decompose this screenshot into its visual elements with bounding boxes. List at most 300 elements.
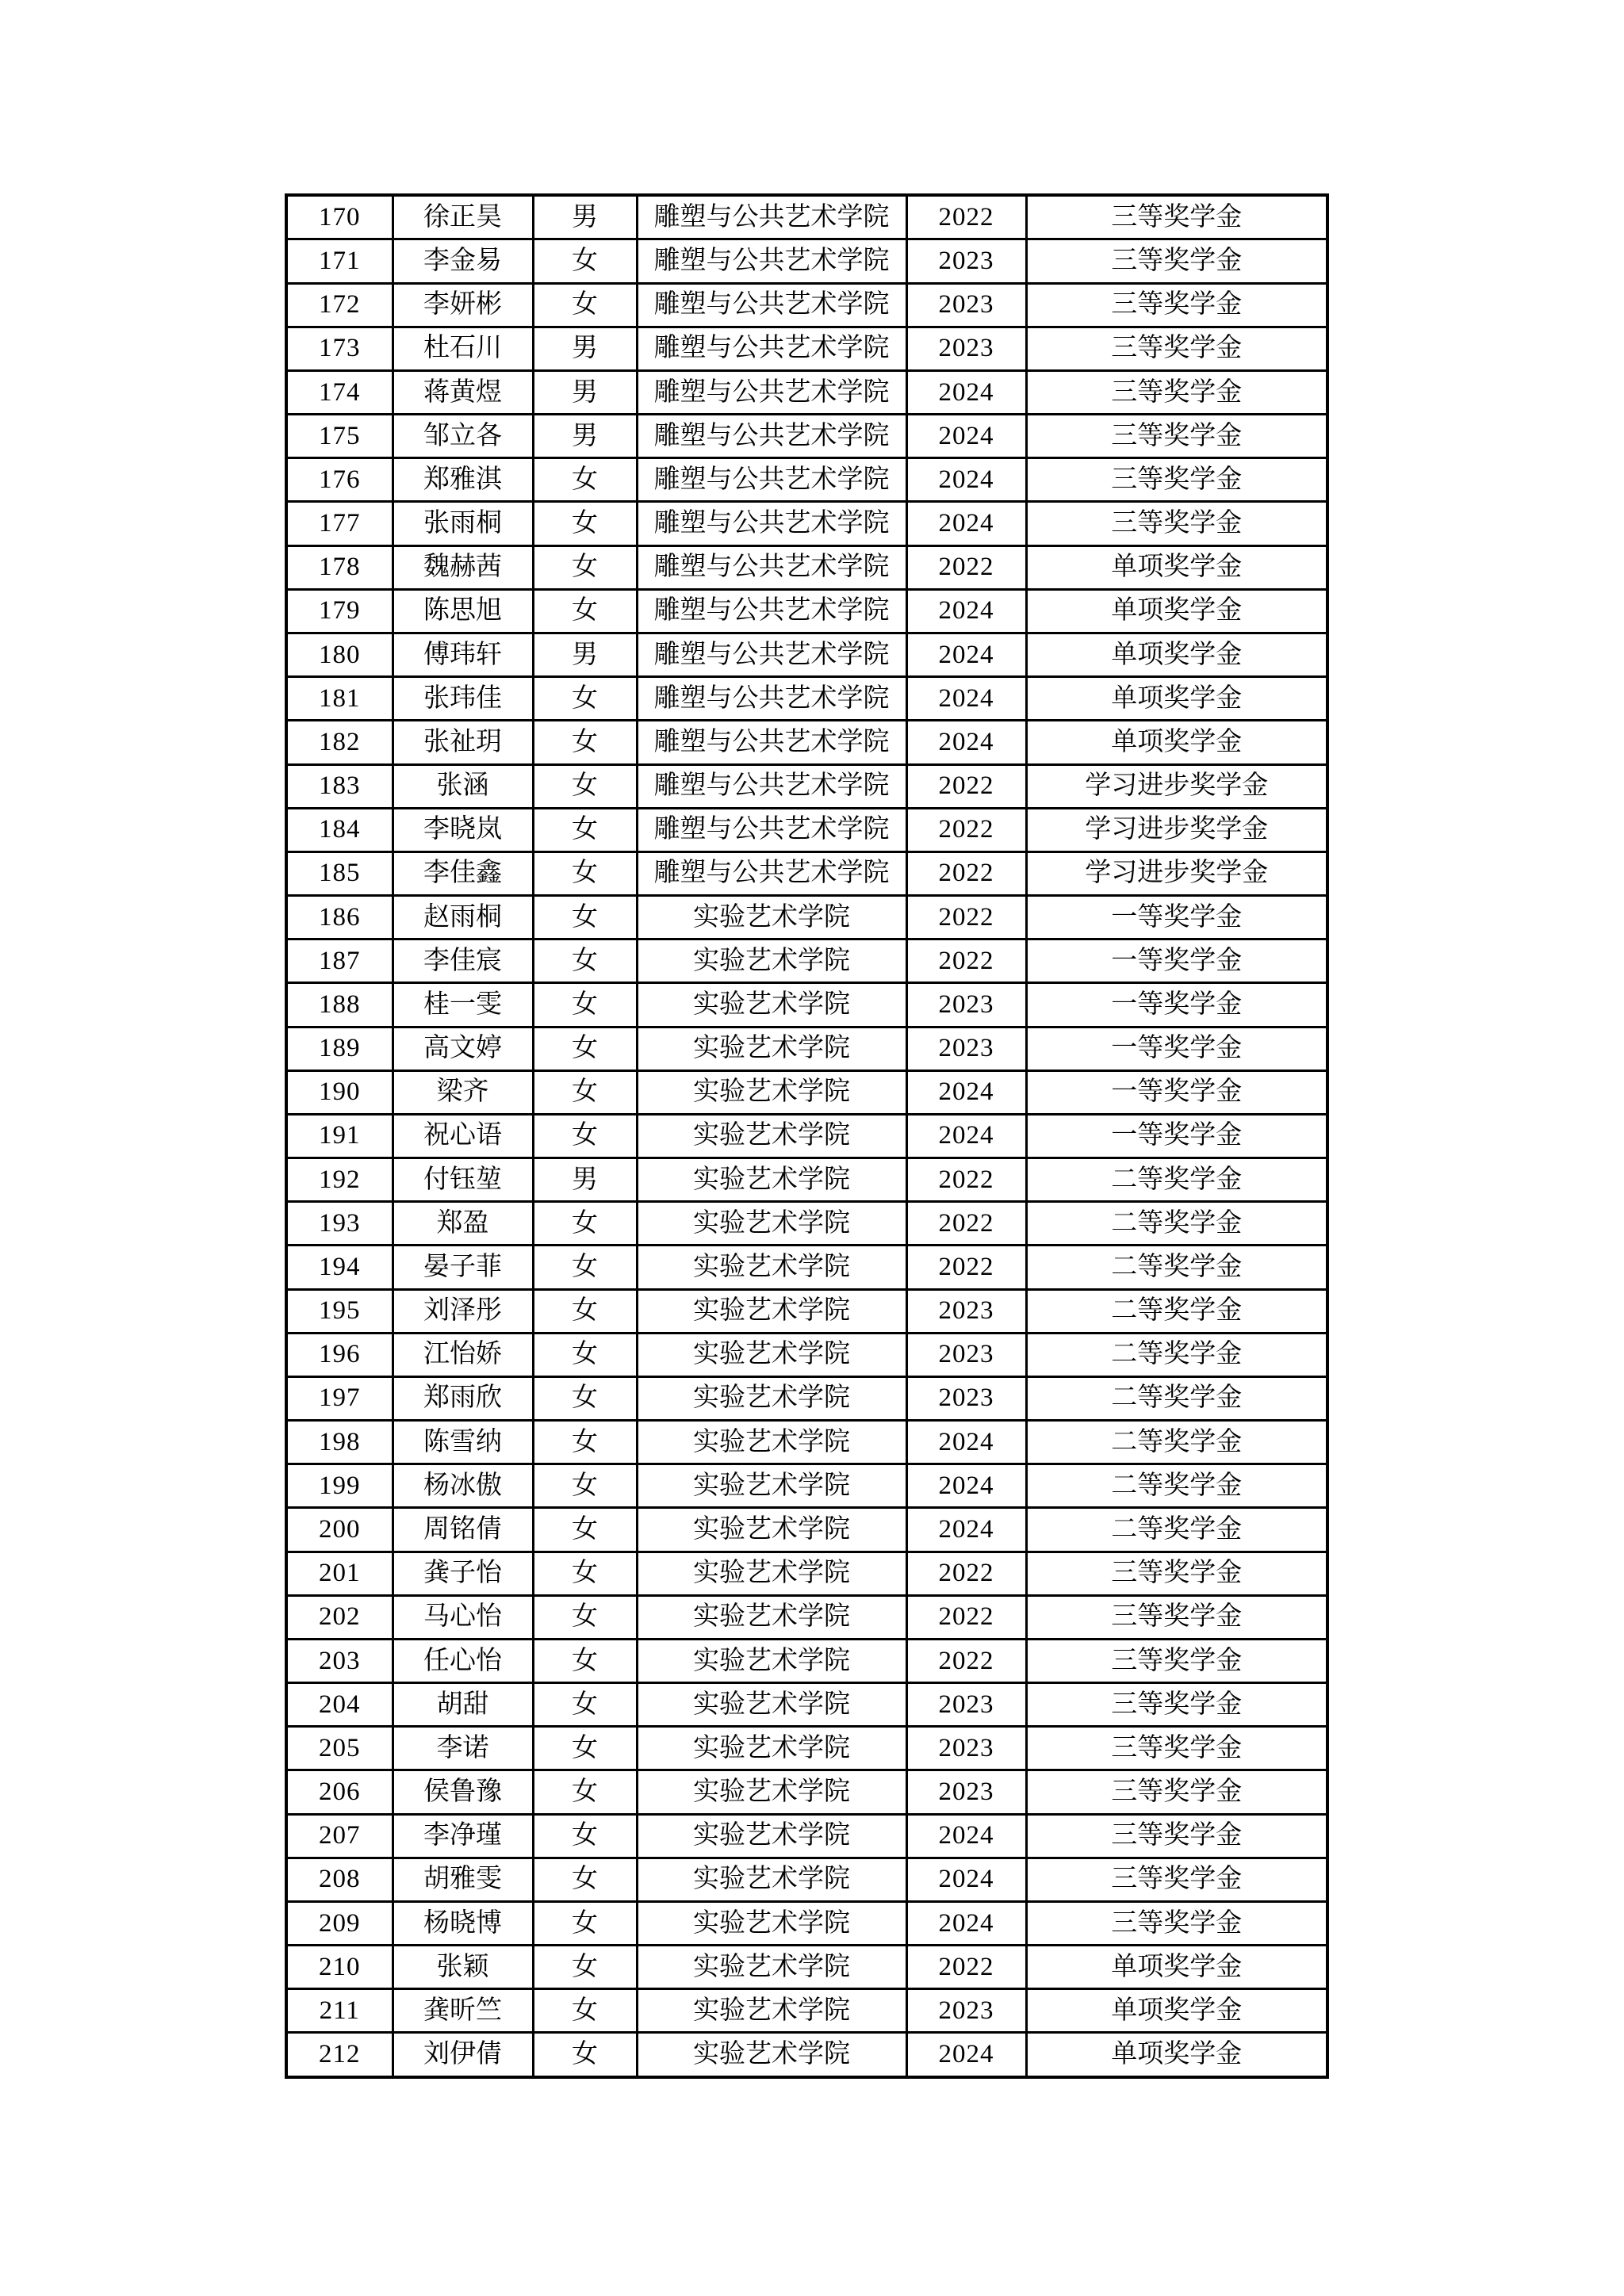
cell-gender: 女	[533, 939, 637, 983]
cell-index: 210	[286, 1946, 393, 1989]
cell-name: 李晓岚	[393, 808, 533, 851]
cell-college: 雕塑与公共艺术学院	[637, 239, 906, 283]
cell-college: 实验艺术学院	[637, 1727, 906, 1770]
cell-index: 207	[286, 1814, 393, 1858]
cell-gender: 女	[533, 764, 637, 808]
cell-award: 一等奖学金	[1026, 896, 1327, 939]
cell-year: 2024	[906, 370, 1026, 414]
cell-gender: 女	[533, 1683, 637, 1727]
cell-award: 二等奖学金	[1026, 1421, 1327, 1464]
cell-year: 2023	[906, 327, 1026, 370]
cell-college: 实验艺术学院	[637, 1376, 906, 1420]
cell-college: 雕塑与公共艺术学院	[637, 633, 906, 676]
cell-award: 二等奖学金	[1026, 1158, 1327, 1202]
table-row	[286, 545, 1327, 589]
table-row	[286, 851, 1327, 895]
cell-name: 李诺	[393, 1727, 533, 1770]
cell-index: 183	[286, 764, 393, 808]
table-row	[286, 896, 1327, 939]
cell-name: 陈雪纳	[393, 1421, 533, 1464]
cell-year: 2022	[906, 939, 1026, 983]
cell-index: 173	[286, 327, 393, 370]
cell-year: 2022	[906, 1202, 1026, 1246]
cell-award: 三等奖学金	[1026, 1683, 1327, 1727]
cell-year: 2022	[906, 808, 1026, 851]
cell-name: 魏赫茜	[393, 545, 533, 589]
cell-name: 胡雅雯	[393, 1858, 533, 1901]
table-row	[286, 1246, 1327, 1289]
cell-college: 雕塑与公共艺术学院	[637, 502, 906, 545]
cell-gender: 女	[533, 1333, 637, 1376]
cell-name: 桂一雯	[393, 983, 533, 1027]
table-row	[286, 1946, 1327, 1989]
cell-award: 三等奖学金	[1026, 1639, 1327, 1682]
cell-college: 实验艺术学院	[637, 1595, 906, 1639]
cell-year: 2022	[906, 1946, 1026, 1989]
cell-name: 梁齐	[393, 1070, 533, 1114]
cell-name: 蒋黄煜	[393, 370, 533, 414]
cell-name: 龚昕竺	[393, 1989, 533, 2033]
table-row	[286, 1639, 1327, 1682]
cell-gender: 女	[533, 1421, 637, 1464]
cell-gender: 女	[533, 1289, 637, 1333]
cell-award: 三等奖学金	[1026, 1727, 1327, 1770]
cell-college: 实验艺术学院	[637, 1027, 906, 1070]
cell-gender: 男	[533, 370, 637, 414]
cell-gender: 女	[533, 1508, 637, 1552]
table-row	[286, 939, 1327, 983]
cell-college: 实验艺术学院	[637, 1946, 906, 1989]
cell-name: 李佳宸	[393, 939, 533, 983]
cell-index: 198	[286, 1421, 393, 1464]
cell-name: 杨晓博	[393, 1901, 533, 1945]
cell-index: 186	[286, 896, 393, 939]
table-row	[286, 808, 1327, 851]
cell-college: 实验艺术学院	[637, 939, 906, 983]
cell-year: 2023	[906, 1683, 1026, 1727]
cell-college: 实验艺术学院	[637, 1070, 906, 1114]
table-row	[286, 1858, 1327, 1901]
cell-college: 实验艺术学院	[637, 1508, 906, 1552]
cell-award: 一等奖学金	[1026, 1027, 1327, 1070]
cell-college: 雕塑与公共艺术学院	[637, 808, 906, 851]
cell-name: 胡甜	[393, 1683, 533, 1727]
cell-college: 实验艺术学院	[637, 1552, 906, 1595]
cell-year: 2024	[906, 458, 1026, 502]
cell-gender: 女	[533, 896, 637, 939]
cell-award: 三等奖学金	[1026, 502, 1327, 545]
cell-year: 2022	[906, 1595, 1026, 1639]
cell-gender: 女	[533, 545, 637, 589]
cell-index: 195	[286, 1289, 393, 1333]
cell-award: 学习进步奖学金	[1026, 808, 1327, 851]
table-row	[286, 1814, 1327, 1858]
cell-award: 学习进步奖学金	[1026, 851, 1327, 895]
cell-year: 2023	[906, 983, 1026, 1027]
cell-college: 实验艺术学院	[637, 1639, 906, 1682]
cell-name: 周铭倩	[393, 1508, 533, 1552]
cell-award: 一等奖学金	[1026, 1114, 1327, 1158]
cell-name: 赵雨桐	[393, 896, 533, 939]
cell-year: 2024	[906, 589, 1026, 633]
table-row	[286, 1727, 1327, 1770]
cell-name: 张祉玥	[393, 721, 533, 764]
cell-award: 三等奖学金	[1026, 1814, 1327, 1858]
cell-year: 2024	[906, 677, 1026, 721]
cell-gender: 女	[533, 1858, 637, 1901]
cell-gender: 女	[533, 1901, 637, 1945]
cell-index: 194	[286, 1246, 393, 1289]
cell-college: 雕塑与公共艺术学院	[637, 458, 906, 502]
cell-year: 2023	[906, 1289, 1026, 1333]
cell-award: 二等奖学金	[1026, 1508, 1327, 1552]
table-row	[286, 1552, 1327, 1595]
cell-year: 2022	[906, 1552, 1026, 1595]
cell-year: 2023	[906, 283, 1026, 327]
cell-name: 龚子怡	[393, 1552, 533, 1595]
cell-college: 实验艺术学院	[637, 1246, 906, 1289]
cell-award: 二等奖学金	[1026, 1333, 1327, 1376]
cell-gender: 女	[533, 1639, 637, 1682]
cell-college: 实验艺术学院	[637, 1114, 906, 1158]
table-row	[286, 415, 1327, 458]
cell-gender: 女	[533, 1070, 637, 1114]
cell-year: 2024	[906, 1070, 1026, 1114]
cell-name: 杨冰傲	[393, 1464, 533, 1508]
cell-award: 单项奖学金	[1026, 1989, 1327, 2033]
cell-year: 2023	[906, 1727, 1026, 1770]
cell-gender: 女	[533, 1770, 637, 1814]
table-row	[286, 1070, 1327, 1114]
cell-name: 陈思旭	[393, 589, 533, 633]
cell-college: 雕塑与公共艺术学院	[637, 545, 906, 589]
cell-name: 徐正昊	[393, 195, 533, 239]
cell-index: 172	[286, 283, 393, 327]
cell-index: 180	[286, 633, 393, 676]
cell-college: 实验艺术学院	[637, 896, 906, 939]
table-row	[286, 1333, 1327, 1376]
table-row	[286, 327, 1327, 370]
cell-index: 171	[286, 239, 393, 283]
table-row	[286, 239, 1327, 283]
cell-college: 实验艺术学院	[637, 1683, 906, 1727]
table-row	[286, 1989, 1327, 2033]
cell-gender: 女	[533, 1989, 637, 2033]
table-row	[286, 283, 1327, 327]
cell-college: 雕塑与公共艺术学院	[637, 195, 906, 239]
cell-college: 雕塑与公共艺术学院	[637, 677, 906, 721]
cell-index: 199	[286, 1464, 393, 1508]
cell-award: 三等奖学金	[1026, 415, 1327, 458]
cell-year: 2024	[906, 1464, 1026, 1508]
cell-award: 二等奖学金	[1026, 1246, 1327, 1289]
cell-index: 190	[286, 1070, 393, 1114]
cell-index: 170	[286, 195, 393, 239]
table-row	[286, 1770, 1327, 1814]
cell-index: 196	[286, 1333, 393, 1376]
cell-name: 晏子菲	[393, 1246, 533, 1289]
cell-year: 2023	[906, 1376, 1026, 1420]
table-row	[286, 370, 1327, 414]
cell-year: 2024	[906, 1508, 1026, 1552]
cell-college: 实验艺术学院	[637, 1814, 906, 1858]
cell-award: 一等奖学金	[1026, 983, 1327, 1027]
table-row	[286, 1508, 1327, 1552]
table-row	[286, 1595, 1327, 1639]
cell-index: 175	[286, 415, 393, 458]
cell-award: 三等奖学金	[1026, 195, 1327, 239]
cell-year: 2024	[906, 1114, 1026, 1158]
cell-year: 2023	[906, 1333, 1026, 1376]
cell-year: 2023	[906, 239, 1026, 283]
cell-award: 二等奖学金	[1026, 1376, 1327, 1420]
cell-award: 三等奖学金	[1026, 1901, 1327, 1945]
cell-name: 张涵	[393, 764, 533, 808]
cell-name: 祝心语	[393, 1114, 533, 1158]
cell-award: 单项奖学金	[1026, 721, 1327, 764]
cell-college: 实验艺术学院	[637, 1421, 906, 1464]
cell-name: 付钰堃	[393, 1158, 533, 1202]
cell-gender: 女	[533, 239, 637, 283]
cell-gender: 女	[533, 1946, 637, 1989]
cell-college: 雕塑与公共艺术学院	[637, 415, 906, 458]
table-row	[286, 764, 1327, 808]
cell-gender: 女	[533, 851, 637, 895]
cell-gender: 男	[533, 195, 637, 239]
cell-award: 二等奖学金	[1026, 1464, 1327, 1508]
cell-gender: 女	[533, 1027, 637, 1070]
cell-name: 张颖	[393, 1946, 533, 1989]
table-row	[286, 983, 1327, 1027]
cell-award: 三等奖学金	[1026, 1770, 1327, 1814]
cell-name: 邹立各	[393, 415, 533, 458]
cell-gender: 女	[533, 458, 637, 502]
cell-gender: 女	[533, 1727, 637, 1770]
cell-college: 实验艺术学院	[637, 1158, 906, 1202]
cell-index: 205	[286, 1727, 393, 1770]
cell-index: 200	[286, 1508, 393, 1552]
cell-year: 2022	[906, 1158, 1026, 1202]
cell-college: 实验艺术学院	[637, 1770, 906, 1814]
cell-year: 2024	[906, 1421, 1026, 1464]
cell-index: 197	[286, 1376, 393, 1420]
cell-index: 182	[286, 721, 393, 764]
cell-gender: 男	[533, 1158, 637, 1202]
cell-name: 侯鲁豫	[393, 1770, 533, 1814]
cell-award: 三等奖学金	[1026, 1595, 1327, 1639]
cell-name: 张雨桐	[393, 502, 533, 545]
cell-name: 杜石川	[393, 327, 533, 370]
cell-index: 185	[286, 851, 393, 895]
cell-gender: 女	[533, 808, 637, 851]
cell-award: 二等奖学金	[1026, 1202, 1327, 1246]
table-row	[286, 1114, 1327, 1158]
cell-name: 郑盈	[393, 1202, 533, 1246]
cell-index: 176	[286, 458, 393, 502]
cell-year: 2024	[906, 415, 1026, 458]
cell-year: 2024	[906, 1814, 1026, 1858]
cell-gender: 女	[533, 1114, 637, 1158]
cell-award: 三等奖学金	[1026, 370, 1327, 414]
table-row	[286, 1421, 1327, 1464]
cell-college: 雕塑与公共艺术学院	[637, 589, 906, 633]
cell-year: 2022	[906, 764, 1026, 808]
cell-index: 208	[286, 1858, 393, 1901]
cell-gender: 女	[533, 1552, 637, 1595]
cell-index: 209	[286, 1901, 393, 1945]
cell-college: 实验艺术学院	[637, 1858, 906, 1901]
cell-college: 实验艺术学院	[637, 983, 906, 1027]
cell-award: 二等奖学金	[1026, 1289, 1327, 1333]
cell-year: 2024	[906, 1858, 1026, 1901]
scholarship-table-body	[286, 195, 1327, 2077]
cell-gender: 女	[533, 721, 637, 764]
table-row	[286, 721, 1327, 764]
cell-award: 三等奖学金	[1026, 239, 1327, 283]
cell-award: 学习进步奖学金	[1026, 764, 1327, 808]
cell-year: 2024	[906, 1901, 1026, 1945]
cell-name: 刘泽彤	[393, 1289, 533, 1333]
cell-name: 李佳鑫	[393, 851, 533, 895]
cell-gender: 女	[533, 1202, 637, 1246]
cell-year: 2022	[906, 195, 1026, 239]
table-row	[286, 1027, 1327, 1070]
cell-name: 李妍彬	[393, 283, 533, 327]
table-row	[286, 195, 1327, 239]
cell-gender: 女	[533, 1814, 637, 1858]
cell-index: 179	[286, 589, 393, 633]
cell-award: 三等奖学金	[1026, 327, 1327, 370]
cell-year: 2022	[906, 545, 1026, 589]
cell-index: 201	[286, 1552, 393, 1595]
cell-year: 2022	[906, 1246, 1026, 1289]
cell-gender: 女	[533, 677, 637, 721]
table-row	[286, 589, 1327, 633]
cell-college: 雕塑与公共艺术学院	[637, 764, 906, 808]
cell-name: 李净瑾	[393, 1814, 533, 1858]
cell-award: 单项奖学金	[1026, 2033, 1327, 2077]
scholarship-table	[285, 193, 1329, 2079]
cell-index: 191	[286, 1114, 393, 1158]
cell-gender: 女	[533, 1595, 637, 1639]
cell-year: 2022	[906, 1639, 1026, 1682]
cell-gender: 女	[533, 2033, 637, 2077]
cell-college: 实验艺术学院	[637, 1989, 906, 2033]
cell-gender: 男	[533, 327, 637, 370]
cell-index: 174	[286, 370, 393, 414]
cell-award: 三等奖学金	[1026, 458, 1327, 502]
table-row	[286, 1464, 1327, 1508]
table-row	[286, 1376, 1327, 1420]
cell-year: 2023	[906, 1989, 1026, 2033]
cell-name: 郑雅淇	[393, 458, 533, 502]
cell-gender: 女	[533, 283, 637, 327]
cell-year: 2024	[906, 721, 1026, 764]
cell-year: 2023	[906, 1770, 1026, 1814]
cell-name: 刘伊倩	[393, 2033, 533, 2077]
cell-gender: 女	[533, 1464, 637, 1508]
cell-year: 2024	[906, 633, 1026, 676]
cell-award: 三等奖学金	[1026, 1552, 1327, 1595]
cell-college: 雕塑与公共艺术学院	[637, 370, 906, 414]
cell-award: 一等奖学金	[1026, 939, 1327, 983]
cell-index: 203	[286, 1639, 393, 1682]
cell-award: 单项奖学金	[1026, 677, 1327, 721]
cell-index: 188	[286, 983, 393, 1027]
table-row	[286, 2033, 1327, 2077]
cell-college: 实验艺术学院	[637, 1464, 906, 1508]
cell-name: 张玮佳	[393, 677, 533, 721]
table-row	[286, 677, 1327, 721]
cell-gender: 男	[533, 415, 637, 458]
table-row	[286, 1158, 1327, 1202]
cell-index: 184	[286, 808, 393, 851]
cell-index: 204	[286, 1683, 393, 1727]
cell-college: 雕塑与公共艺术学院	[637, 283, 906, 327]
cell-name: 李金易	[393, 239, 533, 283]
cell-gender: 女	[533, 502, 637, 545]
cell-name: 郑雨欣	[393, 1376, 533, 1420]
cell-index: 181	[286, 677, 393, 721]
cell-gender: 女	[533, 1376, 637, 1420]
cell-name: 江怡娇	[393, 1333, 533, 1376]
cell-index: 206	[286, 1770, 393, 1814]
cell-name: 马心怡	[393, 1595, 533, 1639]
cell-college: 实验艺术学院	[637, 2033, 906, 2077]
cell-gender: 女	[533, 589, 637, 633]
table-row	[286, 1683, 1327, 1727]
cell-award: 单项奖学金	[1026, 545, 1327, 589]
table-row	[286, 458, 1327, 502]
cell-gender: 女	[533, 983, 637, 1027]
cell-year: 2023	[906, 1027, 1026, 1070]
cell-college: 雕塑与公共艺术学院	[637, 721, 906, 764]
cell-index: 187	[286, 939, 393, 983]
cell-award: 一等奖学金	[1026, 1070, 1327, 1114]
cell-name: 任心怡	[393, 1639, 533, 1682]
cell-award: 三等奖学金	[1026, 1858, 1327, 1901]
cell-award: 单项奖学金	[1026, 589, 1327, 633]
cell-index: 192	[286, 1158, 393, 1202]
cell-name: 傅玮轩	[393, 633, 533, 676]
cell-award: 单项奖学金	[1026, 1946, 1327, 1989]
table-row	[286, 1289, 1327, 1333]
cell-index: 212	[286, 2033, 393, 2077]
table-row	[286, 1202, 1327, 1246]
cell-name: 高文婷	[393, 1027, 533, 1070]
cell-gender: 女	[533, 1246, 637, 1289]
table-row	[286, 1901, 1327, 1945]
cell-year: 2022	[906, 896, 1026, 939]
cell-year: 2022	[906, 851, 1026, 895]
cell-college: 实验艺术学院	[637, 1202, 906, 1246]
cell-college: 雕塑与公共艺术学院	[637, 327, 906, 370]
cell-index: 189	[286, 1027, 393, 1070]
cell-award: 单项奖学金	[1026, 633, 1327, 676]
cell-year: 2024	[906, 502, 1026, 545]
cell-award: 三等奖学金	[1026, 283, 1327, 327]
cell-college: 实验艺术学院	[637, 1901, 906, 1945]
cell-index: 178	[286, 545, 393, 589]
cell-index: 211	[286, 1989, 393, 2033]
cell-gender: 男	[533, 633, 637, 676]
cell-index: 202	[286, 1595, 393, 1639]
cell-index: 193	[286, 1202, 393, 1246]
table-row	[286, 633, 1327, 676]
cell-year: 2024	[906, 2033, 1026, 2077]
cell-college: 实验艺术学院	[637, 1289, 906, 1333]
cell-college: 实验艺术学院	[637, 1333, 906, 1376]
